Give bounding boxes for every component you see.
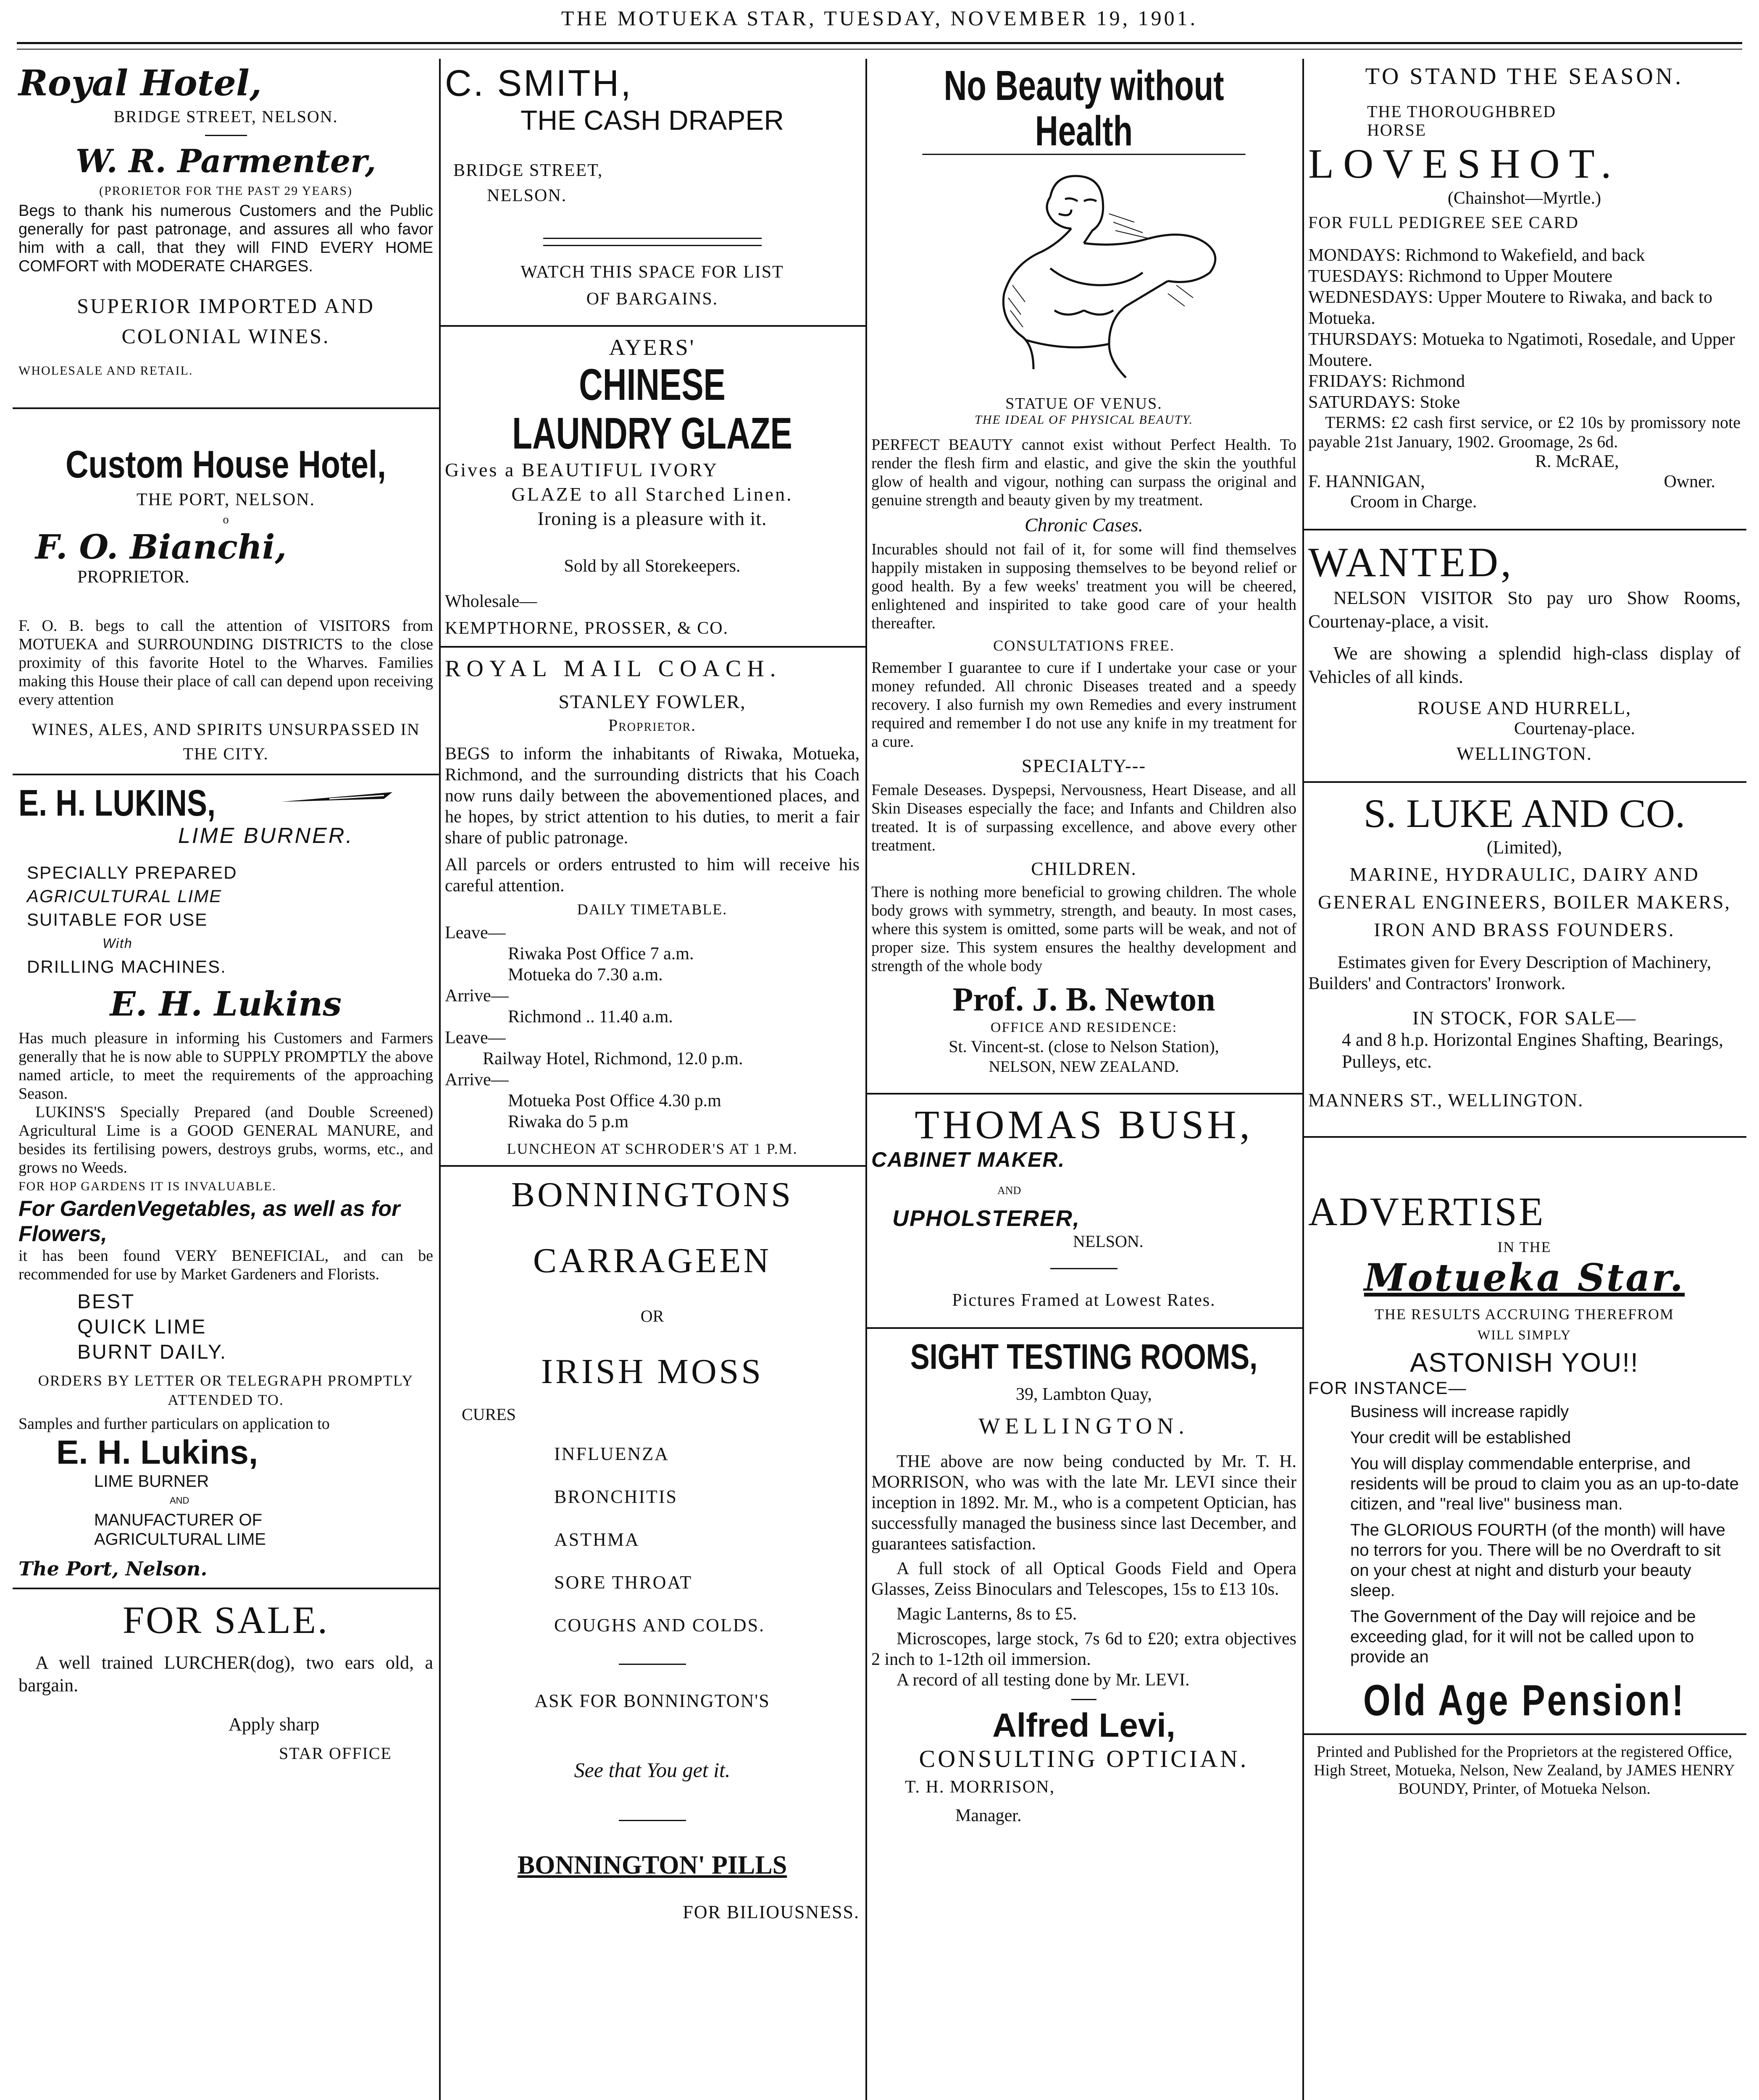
timetable-row: Richmond .. 11.40 a.m. (508, 1007, 673, 1026)
ad-name: E. H. Lukins, (56, 1433, 258, 1471)
divider (619, 1664, 686, 1665)
for-sale-ad (18, 1597, 433, 1763)
ad-best: QUICK LIME (77, 1316, 207, 1338)
divider (205, 135, 247, 136)
schedule-row: FRIDAYS: Richmond (1308, 372, 1465, 391)
ad-city: WELLINGTON. (1457, 743, 1592, 764)
advert-item: The Government of the Day will rejoice and be exceeding glad, for it will not be called upon to provide an (1350, 1607, 1696, 1666)
ad-address: MANNERS ST., WELLINGTON. (1308, 1090, 1584, 1110)
ad-garden: For GardenVegetables, as well as for Flowers, (18, 1197, 400, 1246)
ad-line: SPECIALLY PREPARED (27, 863, 237, 882)
ad-divider (439, 646, 865, 648)
ad-best: BURNT DAILY. (77, 1341, 227, 1363)
ad-samples: Samples and further particulars on application to (18, 1415, 330, 1433)
advert-item: Your credit will be established (1350, 1428, 1571, 1447)
ad-proprietor: F. O. Bianchi, (35, 527, 287, 567)
ad-line: AGRICULTURAL LIME (94, 1530, 266, 1549)
column-2 (439, 63, 865, 2100)
ad-owner-role: Owner. (1664, 472, 1715, 491)
ad-groom: F. HANNIGAN, (1308, 472, 1425, 491)
ad-big: CHINESE LAUNDRY GLAZE (512, 360, 792, 458)
ad-name: Prof. J. B. Newton (952, 981, 1215, 1018)
ad-divider (1302, 1136, 1746, 1138)
divider (1050, 1268, 1117, 1269)
ad-proprietor: W. R. Parmenter, (75, 142, 376, 180)
timetable-row: Riwaka Post Office 7 a.m. (508, 944, 694, 963)
ad-body: Female Deseases. Dyspepsi, Nervousness, Heart Disease, and all Skin Diseases especially the face; and Infants and Children also treated. It is of surpassing excellence, and above every other treatment. (871, 781, 1296, 854)
ad-orders: ORDERS BY LETTER OR TELEGRAPH PROMPTLY ATTENDED TO. (38, 1372, 414, 1408)
thomas-bush-ad (871, 1102, 1296, 1310)
schedule-row: MONDAYS: Richmond to Wakefield, and back (1308, 246, 1645, 265)
column-4 (1302, 63, 1746, 2100)
ad-sold: Sold by all Storekeepers. (564, 556, 741, 576)
ad-address: 39, Lambton Quay, (1016, 1385, 1152, 1404)
image-caption: THE IDEAL OF PHYSICAL BEAUTY. (974, 413, 1193, 427)
royal-hotel-ad (18, 63, 433, 378)
ad-or: OR (640, 1307, 664, 1326)
schedule-row: SATURDAYS: Stoke (1308, 393, 1460, 412)
c-smith-ad (445, 63, 860, 312)
ad-pictures: Pictures Framed at Lowest Rates. (952, 1291, 1216, 1310)
ad-divider (13, 1588, 439, 1589)
ad-divider (13, 407, 439, 409)
ad-paper: Motueka Star. (1364, 1255, 1685, 1300)
ad-will: WILL SIMPLY (1478, 1327, 1571, 1342)
ailment-item: COUGHS AND COLDS. (554, 1615, 765, 1635)
ad-title: THOMAS BUSH, (915, 1102, 1253, 1147)
column-1 (13, 63, 439, 2100)
ad-for: FOR INSTANCE— (1308, 1378, 1467, 1398)
ad-port: The Port, Nelson. (18, 1557, 208, 1580)
ad-body: Incurables should not fail of it, for some will find themselves happily mistaken in supposing themselves to be beyond relief or good health. By a few weeks' treatment you will be cheered, enlightened and inspirited to take good care of your health thereafter. (871, 541, 1296, 632)
divider (1071, 1699, 1096, 1700)
masthead-rule (17, 42, 1742, 44)
ad-wines: SUPERIOR IMPORTED AND COLONIAL WINES. (77, 294, 375, 348)
ad-line: DRILLING MACHINES. (27, 957, 226, 976)
ad-line: Gives a BEAUTIFUL IVORY (445, 459, 719, 480)
ad-address: NELSON. (487, 186, 567, 205)
ad-body: There is nothing more beneficial to growing children. The whole body grows with symmetry, strength, and beauty. In most cases, where this system is omitted, some parts will be weak, and not of proper size. This system ensures the healthy development and strength of the whole body (871, 883, 1296, 975)
ad-body: it has been found VERY BENEFICIAL, and can be recommended for use by Market Gardeners and Florists. (18, 1247, 433, 1283)
ad-body: LUKINS'S Specially Prepared (and Double Screened) Agricultural Lime is a GOOD GENERAL MANURE, and besides its fertilising powers, destroys grubs, worms, etc., and grows no Weeds. (18, 1103, 433, 1176)
divider (619, 1820, 686, 1821)
ad-ornament: o (223, 513, 229, 526)
ad-body: THE above are now being conducted by Mr. T. H. MORRISON, who was with the late Mr. LEVI since their inception in 1892. Mr. M., who is a competent Optician, has successfully managed the business since last December, and guarantees satisfaction. (871, 1452, 1296, 1554)
ad-line: MANUFACTURER OF (94, 1511, 262, 1529)
ad-divider (1302, 1733, 1746, 1735)
ad-line: AND (170, 1495, 189, 1506)
ad-body: PERFECT BEAUTY cannot exist without Perfect Health. To render the flesh firm and elastic, and give the skin the youthful glow of health and vigour, nothing can surpass the original and genuine strength and beauty given by my treatment. (871, 436, 1296, 509)
ad-title: S. LUKE AND CO. (1363, 791, 1685, 836)
ad-wholesale: WHOLESALE AND RETAIL. (18, 364, 193, 378)
timetable-row: Railway Hotel, Richmond, 12.0 p.m. (483, 1049, 743, 1068)
ad-name: LOVESHOT. (1308, 140, 1621, 187)
ad-body: Begs to thank his numerous Customers and the Public generally for past patronage, and assures all who favor him with a call, that they will FIND EVERY HOME COMFORT with MODERATE CHARGES. (18, 202, 433, 275)
ad-manager: T. H. MORRISON, (905, 1777, 1055, 1797)
ad-heading: CHILDREN. (1031, 858, 1137, 879)
ad-title: ROYAL MAIL COACH. (445, 656, 782, 682)
ad-title: BONNINGTONS (511, 1175, 794, 1214)
ad-apply: Apply sharp (229, 1714, 320, 1735)
ad-lunch: LUNCHEON AT SCHRODER'S AT 1 P.M. (507, 1140, 798, 1157)
ad-address: Courtenay-place. (1514, 719, 1635, 738)
ad-divider (439, 1165, 865, 1167)
ad-line: With (103, 936, 133, 951)
ad-line: UPHOLSTERER, (892, 1206, 1081, 1231)
ad-address: St. Vincent-st. (close to Nelson Station), (949, 1037, 1219, 1056)
ad-divider (439, 325, 865, 327)
ad-arrive: Arrive— (445, 1070, 509, 1089)
ad-subtitle: LIME BURNER. (178, 824, 354, 848)
ad-title: AYERS' (609, 335, 696, 360)
ad-timetable: DAILY TIMETABLE. (577, 901, 728, 918)
column-3 (865, 63, 1302, 2100)
ad-address: BRIDGE STREET, (453, 161, 603, 180)
ad-body: MARINE, HYDRAULIC, DAIRY AND GENERAL ENGINEERS, BOILER MAKERS, IRON AND BRASS FOUNDERS. (1318, 864, 1731, 940)
ad-address: NELSON, NEW ZEALAND. (989, 1058, 1179, 1076)
ad-divider (13, 774, 439, 775)
ailment-item: ASTHMA (554, 1529, 640, 1550)
printer-imprint: Printed and Published for the Proprietors at the registered Office, High Street, Motueka, Nelson, New Zealand, by JAMES HENRY BOUNDY, Printer, of Motueka Nelson. (1314, 1743, 1735, 1798)
ad-pension: Old Age Pension! (1363, 1676, 1686, 1725)
ad-subtitle: (PRORIETOR FOR THE PAST 29 YEARS) (99, 184, 353, 198)
schedule-row: WEDNESDAYS: Upper Moutere to Riwaka, and back to Motueka. (1308, 288, 1712, 328)
ad-line: AGRICULTURAL LIME (27, 886, 222, 906)
ad-line: Ironing is a pleasure with it. (537, 508, 767, 529)
advertise-ad (1308, 1188, 1741, 1726)
ad-pedigree: (Chainshot—Myrtle.) (1447, 189, 1601, 208)
venus-statue-illustration (874, 159, 1294, 394)
ad-watch: WATCH THIS SPACE FOR LIST (521, 262, 784, 282)
royal-mail-coach-ad (445, 655, 860, 1158)
ad-manager: Manager. (955, 1806, 1022, 1825)
ad-address: BRIDGE STREET, NELSON. (113, 107, 338, 126)
ad-results: THE RESULTS ACCRUING THEREFROM (1374, 1306, 1675, 1323)
ad-title: No Beauty without Health (922, 63, 1245, 155)
ailment-item: SORE THROAT (554, 1572, 693, 1593)
ad-body: Builders' and Contractors' Ironwork. (1308, 974, 1566, 993)
advert-item: You will display commendable enterprise, and residents will be proud to claim you as an up-to-date citizen, and "real live" business man. (1350, 1454, 1739, 1513)
ad-body: F. O. B. begs to call the attention of VISITORS from MOTUEKA and SURROUNDING DISTRICTS to the close proximity of this favorite Hotel to the Wharves. Families making this House their place of call can depend upon receiving every attention (18, 617, 433, 709)
ad-line: GLAZE to all Starched Linen. (511, 483, 793, 505)
masthead: THE MOTUEKA STAR, TUESDAY, NOVEMBER 19, 1901. (561, 6, 1198, 30)
timetable-row: Riwaka do 5 p.m (508, 1112, 628, 1131)
custom-house-hotel-ad (18, 443, 433, 766)
ad-body: A well trained LURCHER(dog), two ears old, a bargain. (18, 1652, 433, 1696)
advert-item: Business will increase rapidly (1350, 1402, 1569, 1421)
ad-name: STANLEY FOWLER, (558, 691, 746, 712)
schedule-row: TUESDAYS: Richmond to Upper Moutere (1308, 267, 1613, 286)
ad-role: Proprietor. (608, 716, 697, 735)
ad-arrive: Arrive— (445, 986, 509, 1005)
ad-terms: TERMS: £2 cash first service, or £2 10s by promissory note payable 21st January, 1902. Groomage, 2s 6d. (1308, 413, 1741, 451)
ad-line: CABINET MAKER. (871, 1148, 1065, 1171)
ad-firm: KEMPTHORNE, PROSSER, & CO. (445, 619, 729, 638)
ad-name: E. H. Lukins (110, 984, 342, 1024)
ad-the: THE THOROUGHBRED HORSE (1367, 102, 1557, 139)
timetable-row: Motueka do 7.30 a.m. (508, 965, 663, 984)
s-luke-ad (1308, 790, 1741, 1111)
ad-ask: ASK FOR BONNINGTON'S (534, 1690, 770, 1711)
ad-body: Has much pleasure in informing his Customers and Farmers generally that he is now able to SUPPLY PROMPTLY the above named article, to meet the requirements of the approaching Season. (18, 1029, 433, 1102)
ad-body: Magic Lanterns, 8s to £5. (897, 1604, 1077, 1624)
ad-line: SUITABLE FOR USE (27, 910, 208, 929)
ad-title: Custom House Hotel, (66, 443, 386, 486)
wanted-ad (1308, 538, 1741, 764)
ad-body: Remember I guarantee to cure if I undertake your case or your money refunded. All chronic Diseases treated and a speedy recovery. I also furnish my own Remedies and every instrument required and remember I do not use any knife in my treatment for a cure. (871, 659, 1296, 751)
ad-body: 4 and 8 h.p. Horizontal Engines Shafting, Bearings, Pulleys, etc. (1342, 1029, 1723, 1072)
ad-divider (1302, 781, 1746, 783)
pick-axe-icon (279, 783, 397, 812)
ad-body: We are showing a splendid high-class display of Vehicles of all kinds. (1308, 643, 1741, 687)
ad-heading: Chronic Cases. (1025, 514, 1143, 536)
ad-biliousness: FOR BILIOUSNESS. (683, 1902, 860, 1922)
image-caption: STATUE OF VENUS. (1005, 395, 1162, 412)
ad-owner: R. McRAE, (1535, 452, 1619, 471)
schedule-row: THURSDAYS: Motueka to Ngatimoti, Rosedale, and Upper Moutere. (1308, 330, 1735, 370)
masthead-rule-thin (17, 49, 1742, 50)
ad-office: OFFICE AND RESIDENCE: (990, 1020, 1178, 1035)
ad-role: CONSULTING OPTICIAN. (919, 1745, 1249, 1772)
ad-parcels: All parcels or orders entrusted to him will receive his careful attention. (445, 855, 860, 895)
ad-top: TO STAND THE SEASON. (1365, 63, 1684, 89)
ad-divider (1302, 529, 1746, 530)
ad-body: Microscopes, large stock, 7s 6d to £20; extra objectives 2 inch to 1-12th oil immersion. (871, 1629, 1296, 1669)
ad-ltd: (Limited), (1486, 837, 1562, 858)
ad-divider (865, 1327, 1302, 1329)
ad-title: C. SMITH, (445, 63, 633, 104)
ad-wines: WINES, ALES, AND SPIRITS UNSURPASSED IN THE CITY. (32, 720, 420, 763)
ad-watch: OF BARGAINS. (586, 289, 718, 309)
ad-and: AND (997, 1184, 1021, 1197)
ad-address: THE PORT, NELSON. (136, 490, 316, 509)
ad-best: BEST (77, 1291, 135, 1313)
ad-stock: IN STOCK, FOR SALE— (1412, 1007, 1636, 1029)
double-rule (543, 238, 762, 246)
ad-cures: CURES (462, 1405, 516, 1424)
ad-title: E. H. LUKINS, (18, 782, 216, 824)
ad-groom-role: Croom in Charge. (1350, 492, 1477, 512)
ad-divider (865, 1093, 1302, 1095)
ad-title: Royal Hotel, (18, 63, 262, 104)
lukins-ad (18, 783, 433, 1580)
ad-heading: CONSULTATIONS FREE. (993, 637, 1175, 654)
ad-title: IRISH MOSS (541, 1352, 764, 1391)
ad-see: See that You get it. (574, 1758, 731, 1782)
ad-leave: Leave— (445, 1028, 506, 1047)
ad-heading: SPECIALTY--- (1021, 756, 1146, 776)
ad-body: BEGS to inform the inhabitants of Riwaka, Motueka, Richmond, and the surrounding districts that his Coach now runs daily between the abovementioned places, and he hopes, by strict attention to his duties, to merit a fair share of public patronage. (445, 744, 860, 848)
sight-testing-ad (871, 1336, 1296, 1826)
ad-title: SIGHT TESTING ROOMS, (910, 1337, 1258, 1376)
ad-in: IN THE (1497, 1239, 1551, 1255)
ad-subtitle: THE CASH DRAPER (520, 105, 784, 136)
beauty-health-ad (871, 63, 1296, 1076)
ad-role: PROPRIETOR. (77, 567, 189, 587)
ad-line: LIME BURNER (94, 1472, 209, 1491)
ad-place: NELSON. (1073, 1232, 1144, 1251)
ad-title: ADVERTISE (1308, 1189, 1545, 1234)
ad-title: WANTED, (1308, 539, 1514, 585)
ad-wholesale: Wholesale— (445, 592, 537, 611)
ad-astonish: ASTONISH YOU!! (1410, 1347, 1639, 1378)
timetable-row: Motueka Post Office 4.30 p.m (508, 1091, 721, 1110)
ad-title: CARRAGEEN (533, 1241, 772, 1280)
ailment-item: BRONCHITIS (554, 1486, 678, 1507)
ad-name: Alfred Levi, (992, 1706, 1175, 1744)
loveshot-ad (1308, 63, 1741, 512)
ad-body: A record of all testing done by Mr. LEVI. (897, 1670, 1190, 1690)
ailment-item: INFLUENZA (554, 1444, 669, 1464)
ad-body: Estimates given for Every Description of Machinery, (1337, 953, 1712, 972)
ad-card: FOR FULL PEDIGREE SEE CARD (1308, 213, 1579, 232)
ad-hop: FOR HOP GARDENS IT IS INVALUABLE. (18, 1179, 276, 1193)
ayers-ad (445, 334, 860, 638)
ad-office: STAR OFFICE (279, 1744, 392, 1763)
ad-city: WELLINGTON. (978, 1413, 1189, 1438)
bonningtons-ad (445, 1174, 860, 1923)
ad-title: FOR SALE. (123, 1599, 329, 1641)
ad-body: NELSON VISITOR Sto pay uro Show Rooms, Courtenay-place, a visit. (1308, 588, 1741, 632)
ad-pills: BONNINGTON' PILLS (517, 1851, 787, 1880)
advert-item: The GLORIOUS FOURTH (of the month) will have no terrors for you. There will be no Overdraft to sit on your chest at night and disturb your beauty sleep. (1350, 1521, 1725, 1600)
ad-body: A full stock of all Optical Goods Field and Opera Glasses, Zeiss Binoculars and Telescopes, 15s to £13 10s. (871, 1559, 1296, 1599)
ad-firm: ROUSE AND HURRELL, (1417, 698, 1632, 718)
ad-leave: Leave— (445, 923, 506, 942)
